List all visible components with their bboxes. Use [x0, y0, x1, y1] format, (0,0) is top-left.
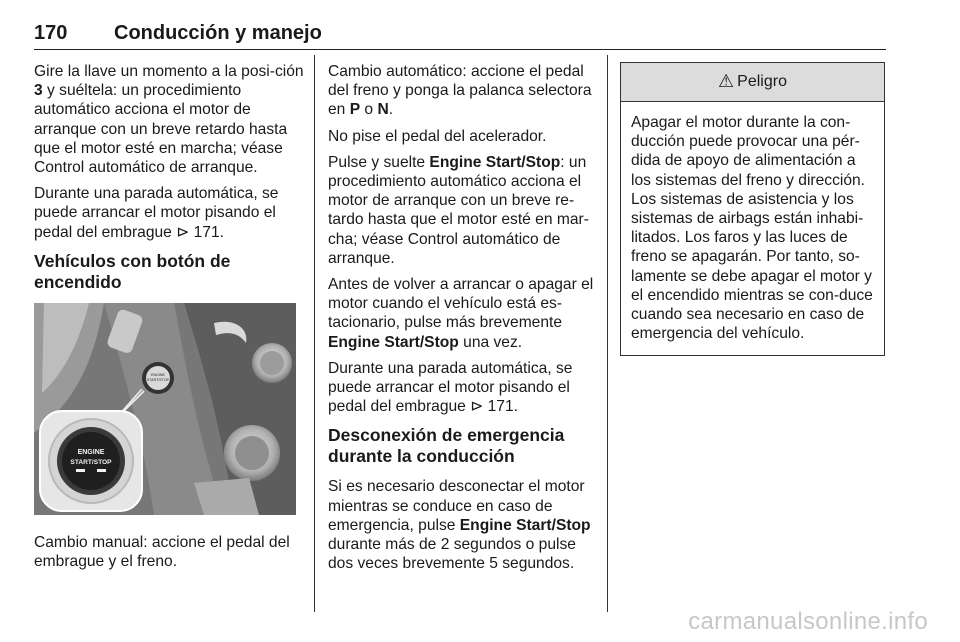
paragraph-accelerator: No pise el pedal del acelerador. [328, 127, 547, 145]
column-1 [34, 62, 306, 578]
page-ref-icon: ⊳ [176, 223, 190, 241]
warning-header [621, 63, 884, 102]
page-title: Conducción y manejo [114, 22, 322, 44]
page-ref-link[interactable]: 171. [193, 223, 224, 241]
page-ref-link[interactable]: 171. [487, 398, 518, 416]
warning-title: Peligro [737, 73, 787, 91]
column-2 [328, 62, 596, 580]
column-3 [620, 62, 886, 356]
paragraph-restart-stationary: Antes de volver a arrancar o apagar el motor cuando el vehículo está es‐tacionario, pulse más brevemente Engine Start/Stop una vez. [328, 276, 594, 351]
danger-warning-box [620, 62, 885, 356]
small-button-label-2: START/STOP [146, 377, 170, 382]
warning-body: Apagar el motor durante la con‐ducción puede provocar una pér‐dida de apoyo de alimentación a los sistemas del freno y dirección. Los sistemas de asistencia y los sistemas de airbags están inhabi‐litados. Los faros y las luces de freno se apagarán. Por tanto, so‐lamente se debe apagar el motor y el encendido mientras se con‐duce cuando sea necesario en caso de emergencia del vehículo. [631, 114, 873, 343]
paragraph-auto-stop-clutch-2: Durante una parada automática, se puede arrancar el motor pisando el pedal del embrague ⊳ 171. [328, 359, 573, 416]
paragraph-automatic-transmission: Cambio automático: accione el pedal del freno y ponga la palanca selectora en P o N. [328, 63, 592, 119]
start-stop-button-illustration [34, 303, 296, 515]
paragraph-key-position: Gire la llave un momento a la posi‐ción 3 y suéltela: un procedimiento automático acciona el motor de arranque con un breve retardo hasta que el motor esté en marcha; véase Control automático de arranque. [34, 63, 304, 177]
section-heading-emergency: Desconexión de emergencia durante la conducción [328, 425, 565, 467]
page-ref-icon: ⊳ [470, 398, 484, 416]
page-number: 170 [34, 22, 68, 44]
warning-triangle-icon: ⚠ [718, 71, 735, 92]
button-label-line-1: ENGINE [77, 448, 105, 456]
column-divider-1 [314, 55, 315, 612]
watermark-text: carmanualsonline.info [688, 608, 928, 635]
paragraph-emergency: Si es necesario desconectar el motor mientras se conduce en caso de emergencia, pulse Engine Start/Stop durante más de 2 segundos o pulse dos veces brevemente 5 segundos. [328, 478, 591, 573]
paragraph-press-release: Pulse y suelte Engine Start/Stop: un procedimiento automático acciona el motor de arranque con un breve re‐tardo hasta que el motor esté en mar‐cha; véase Control automático de arranque. [328, 153, 589, 267]
paragraph-auto-stop-clutch: Durante una parada automática, se puede arrancar el motor pisando el pedal del embrague ⊳ 171. [34, 185, 279, 241]
column-divider-2 [607, 55, 608, 612]
button-label-line-2: START/STOP [70, 458, 112, 466]
header-rule [34, 49, 886, 50]
section-heading-start-button: Vehículos con botón de encendido [34, 250, 231, 292]
paragraph-manual-transmission: Cambio manual: accione el pedal del embrague y el freno. [34, 533, 290, 571]
dashboard-illustration [34, 303, 296, 515]
small-button-label-1: ENGINE [151, 372, 165, 377]
page-header [34, 22, 886, 52]
